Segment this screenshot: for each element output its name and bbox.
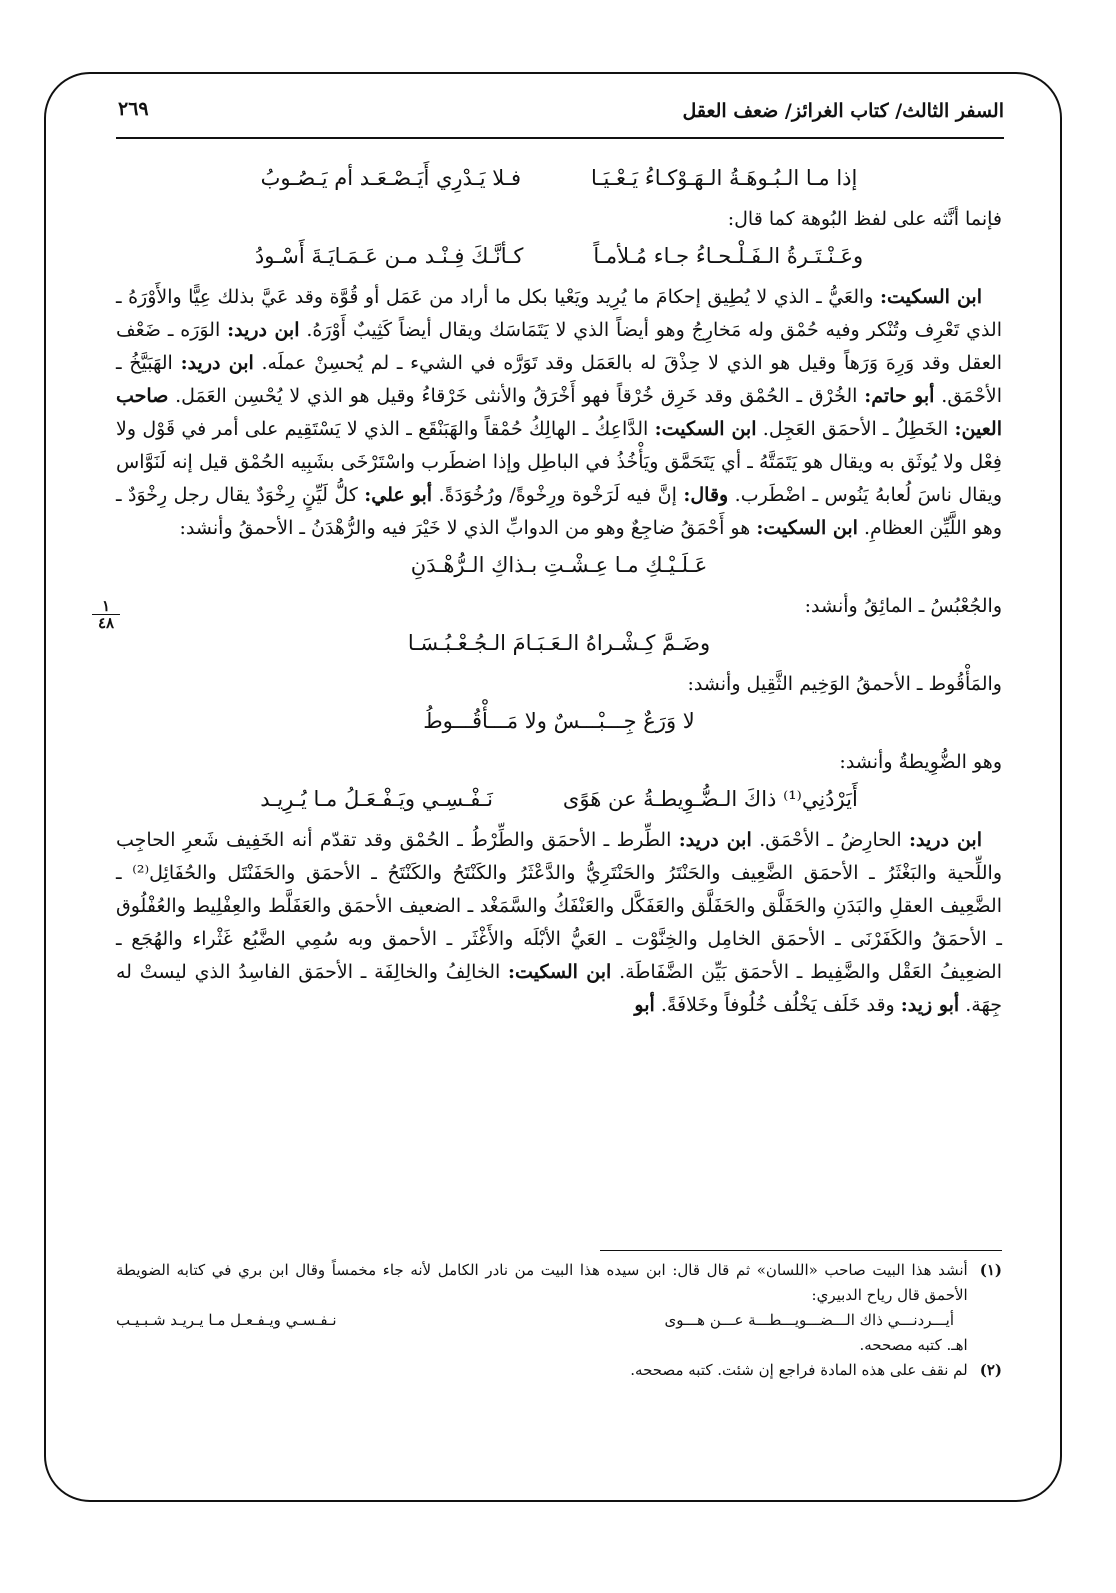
footnote-text: أنشد هذا البيت صاحب «اللسان» ثم قال قال: ابن سيده هذا البيت من نادر الكامل لأنه جاء مخمساً وقال ابن بري في كتابه الضويطة الأحمق قال رياح الدبيري: [116,1261,968,1304]
source-label: أبو [634,994,655,1016]
source-label: ابن دريد: [180,352,254,374]
footnote-marker: (٢) [979,1361,1002,1379]
source-label: أبو علي: [364,484,433,506]
margin-note-numerator: ١ [92,598,120,615]
paragraph-text: الهَبَيَّخُ ـ الأحْمَق. [116,352,1003,407]
footnote-verse-second-hemistich: نـفـسـي ويـفـعـل مـا يـريـد شـبـيـب [116,1311,337,1329]
source-label: ابن دريد: [678,829,752,851]
verse-line-3 [116,549,1002,582]
page-number: ٢٦٩ [118,98,149,120]
verse-3: عَـلَـيْـكِ مـا عِـشْـتِ بـذاكِ الـرُّهْـدَنِ [410,553,708,577]
paragraph-text: الخُرْق ـ الحُمْق وقد خَرِق خُرْقاً فهو أَخْرَقُ والأنثى خَرْقاءُ وقيل هو الذي لا يُحْسِن العَمَل. [175,385,858,407]
source-label: ابن السكيت: [508,961,612,983]
paragraph-text: الطِّرط ـ الأحمَق والطِّرْطُ ـ الحُمْق وقد تقدّم أنه الخَفِيف شَعرِ الحاجِب واللِّحية والبَغْثَرُ ـ الأحمَق الضَّعِيف والحَنْتَرُ والحَنْتَرِيُّ والدَّعْثَرُ والكَنْتَحُ والكَنْتَحُ ـ الأحمَق والحَفَنْتَل والحُفَائِل⁽²⁾ ـ الضَّعِيف العقلِ والبَدَنِ والحَفَلَّق والحَفَلَّق والعَفَكَّل والعَنْفَكُ والسَّمَغْد ـ الضعيف الأحمَق والعَفَلَّط والعِفْلِيط والعُفْلُوق ـ الأحمَقُ والكَفَرْنَى ـ الأحمَق الخامِل والخِنَّوْت ـ العَيُّ الأبْلَه والأَغْثَر ـ الأحمق وبه سُمِي الضَّبُع غَثْراء والهُجَع ـ الضعِيفُ العَقْل والضَّفِيط ـ الأحمَق بَيِّن الضَّفَاطَة. [116,829,1002,983]
footnote-text: لم نقف على هذه المادة فراجع إن شئت. كتبه مصححه. [630,1361,968,1379]
verse-line-2 [116,240,1002,273]
footnote-verse [116,1308,1002,1333]
source-label: صاحب العين: [116,385,1002,440]
footnote-1-end [116,1333,1002,1358]
source-label: ابن السكيت: [879,286,982,308]
paragraph: والجُعْبُسُ ـ المائِقُ وأنشد: [804,595,1002,617]
verse-6-first-hemistich: أَيَرْدُنِي⁽¹⁾ ذاكَ الـضُّـوِيطـةُ عن هَوًى [562,787,858,811]
paragraph: فإنما أنَّثه على لفظ البُوهة كما قال: [727,208,1002,230]
paragraph-text: الخالِفُ والخالِفَة ـ الأحمَق الفاسِدُ الذي ليستْ له جِهَة. [116,961,1002,1016]
main-text [116,158,1002,1022]
paragraph-text: هو أَحْمَقُ ضاجِعٌ وهو من الدوابِّ الذي لا خَيْرَ فيه والرُّهْدَنُ ـ الأحمقُ وأنشد: [179,517,751,539]
margin-note-denominator: ٤٨ [97,614,115,632]
footnote-marker: (١) [979,1261,1002,1279]
verse-2-first-hemistich: وعَـنْـتَـرةُ الـفَـلْـحـاءُ جـاء مُـلأمـاً [593,244,864,268]
verse-4: وضَـمَّ كِـشْـراهُ الـعَـبَـامَ الـجُـعْـبُـسَـا [407,631,711,655]
source-label: ابن دريد: [909,829,982,851]
verse-line-4 [116,627,1002,660]
footnote-text: اهـ. كتبه مصححه. [859,1336,968,1354]
verse-1-second-hemistich: فـلا يَـدْرِي أَيَـصْـعَـد أم يَـصُـوبُ [260,166,521,190]
paragraph-text: والعَيُّ ـ الذي لا يُطِيق إحكامَ ما يُرِيد ويَعْيا بكل ما أراد من عَمَل أو قُوَّة وقد عَيَّ بذلك عِيًّا والأَوْرَهُ ـ الذي تَعْرِف وتُنْكر وفيه حُمْق وله مَخارِجُ وهو أيضاً الذي لا يَتَمَاسَك ويقال أيضاً كَثِيبٌ أَوْرَهُ. [116,286,1002,341]
verse-1-first-hemistich: إذا مـا الـبُـوهَـةُ الـهَـوْكـاءُ يَـعْـيَـا [590,166,858,190]
paragraph-text: الدَّاعِكُ ـ الهالِكُ حُمْقاً والهَبَنْقَع ـ الذي لا يَسْتَقِيم على أمر في قَوْل ولا فِعْل ولا يُوثَق به ويقال هو يَتَمَتَّهُ ـ أي يَتَحَمَّق ويَأْخُذُ في الباطِل وإذا اضطَرب واسْتَرْخَى بشَبِيه الحُمْق قيل إنه لَنَوَّاس ويقال ناسَ لُعابهُ يَنُوس ـ اضْطَرب. [116,418,1002,506]
footnote-2 [116,1358,1002,1383]
source-label: ابن السكيت: [654,418,757,440]
paragraph: والمَأْقُوط ـ الأحمقُ الوَخِيم الثَّقِيل وأنشد: [687,673,1002,695]
paragraph [116,824,1002,1022]
verse-2-second-hemistich: كـأنَّـكَ فِـنْـد مـن عَـمَـايَـةَ أَسْـودُ [254,244,524,268]
verse-line-1 [116,162,1002,195]
source-label: ابن السكيت: [756,517,858,539]
footnote-1 [116,1258,1002,1308]
paragraph-text: الوَرَه ـ ضَعْف العقل وقد وَرِهَ وَرَهاً وقيل هو الذي لا حِذْقَ له بالعَمَل وقد تَوَرَّه في الشيء ـ لم يُحسِنْ عملَه. [116,319,1003,374]
paragraph-text: كلُّ لَيِّنٍ رِخْوَدٌ يقال رجل رِخْوَدٌ ـ وهو اللَّيِّن العظامِ. [116,484,1002,539]
running-head: السفر الثالث/ كتاب الغرائز/ ضعف العقل [682,100,1004,122]
source-label: أبو زيد: [900,994,960,1016]
source-label: أبو حاتم: [864,385,935,407]
paragraph-text: الخَطِلُ ـ الأحمَق العَجِل. [762,418,949,440]
paragraph-text: وقد خَلَف يَخْلُف خُلُوفاً وخَلافَةً. [660,994,895,1016]
footnotes [116,1258,1002,1383]
verse-6-second-hemistich: نَـفْـسِـي ويَـفْـعَـلُ مـا يُـرِيـد [260,787,493,811]
paragraph-text: الحارِضُ ـ الأحْمَق. [759,829,902,851]
header-rule [116,137,1004,139]
verse-5: لا وَرَعٌ جِـــبْـــسٌ ولا مَـــأْقُـــوطُ [423,709,695,733]
verse-line-6 [116,783,1002,816]
footnote-rule [600,1250,1002,1251]
verse-line-5 [116,705,1002,738]
source-label: ابن دريد: [227,319,300,341]
source-label: وقال: [683,484,729,506]
paragraph [116,281,1002,545]
footnote-verse-first-hemistich: أيـــردنـــي ذاك الـــضـــويـــطـــة عـــن هـــوى [664,1311,954,1329]
paragraph-text: إنَّ فيه لَرَخْوة ورِخْوةً/ ورُخُوَدَةً. [438,484,677,506]
paragraph: وهو الضُّوِيطةُ وأنشد: [839,751,1002,773]
